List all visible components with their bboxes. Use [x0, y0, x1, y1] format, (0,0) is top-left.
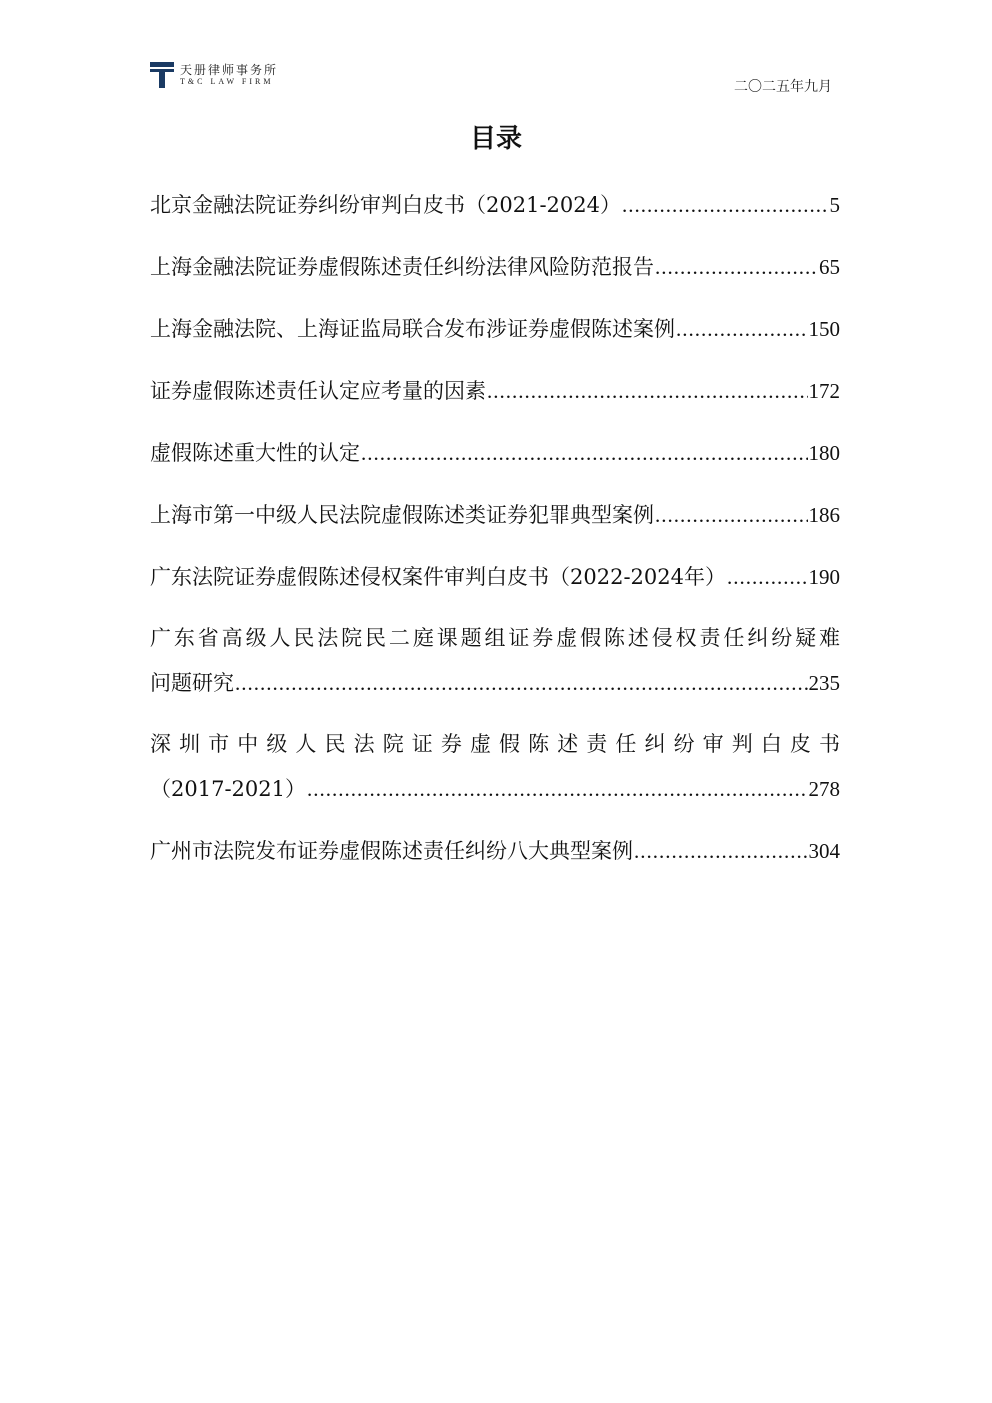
toc-entry-title: 上海市第一中级人民法院虚假陈述类证券犯罪典型案例: [150, 503, 654, 527]
toc-leader: [487, 368, 808, 414]
toc-leader: [361, 430, 808, 476]
toc-page-number: 172: [808, 379, 840, 403]
page-title: 目录: [469, 124, 522, 154]
toc-leader: [634, 828, 808, 874]
toc-entry-title: 深圳市中级人民法院证券虚假陈述责任纠纷审判白皮书: [150, 732, 840, 756]
toc-entry[interactable]: [150, 244, 840, 290]
toc-entry-title: 北京金融法院证券纠纷审判白皮书（2021-2024）: [150, 193, 621, 217]
toc-entry-title: 上海金融法院、上海证监局联合发布涉证券虚假陈述案例: [150, 317, 675, 341]
toc-entry-title: 广东省高级人民法院民二庭课题组证券虚假陈述侵权责任纠纷疑难: [150, 626, 840, 650]
toc-entry[interactable]: [150, 828, 840, 874]
toc-page-number: 150: [808, 317, 840, 341]
firm-name-en: T&C LAW FIRM: [180, 77, 274, 86]
toc-entry[interactable]: [150, 722, 840, 812]
toc-page-number: 235: [808, 671, 840, 695]
firm-name-cn: 天册律师事务所: [180, 63, 279, 77]
firm-logo: [150, 60, 278, 90]
toc-entry[interactable]: [150, 430, 840, 476]
page-header: [150, 60, 840, 96]
toc-entry[interactable]: [150, 554, 840, 600]
toc-page-number: 278: [808, 777, 840, 801]
toc-page-number: 304: [808, 839, 840, 863]
toc-page-number: 5: [829, 193, 840, 217]
toc-entry[interactable]: [150, 306, 840, 352]
toc-entry-title: 广州市法院发布证券虚假陈述责任纠纷八大典型案例: [150, 839, 633, 863]
toc-entry-title: 虚假陈述重大性的认定: [150, 441, 360, 465]
toc-entry[interactable]: [150, 182, 840, 228]
toc-leader: [235, 660, 808, 706]
toc-page-number: 180: [808, 441, 840, 465]
toc-entry-title: 广东法院证券虚假陈述侵权案件审判白皮书（2022-2024年）: [150, 565, 726, 589]
toc-entry[interactable]: [150, 492, 840, 538]
toc-leader: [655, 492, 808, 538]
toc-page-number: 186: [808, 503, 840, 527]
table-of-contents: [150, 182, 840, 890]
document-date: 二〇二五年九月: [734, 79, 832, 95]
toc-leader: [655, 244, 818, 290]
toc-entry-title-continued: （2017-2021）: [150, 777, 306, 801]
toc-page-number: 190: [808, 565, 840, 589]
toc-page-number: 65: [819, 255, 840, 279]
toc-entry-title: 证券虚假陈述责任认定应考量的因素: [150, 379, 486, 403]
toc-leader: [307, 766, 808, 812]
toc-leader: [622, 182, 829, 228]
firm-logo-icon: [150, 62, 174, 88]
toc-entry[interactable]: [150, 368, 840, 414]
toc-entry[interactable]: [150, 616, 840, 706]
toc-leader: [676, 306, 808, 352]
toc-entry-title: 上海金融法院证券虚假陈述责任纠纷法律风险防范报告: [150, 255, 654, 279]
toc-leader: [727, 554, 808, 600]
toc-entry-title-continued: 问题研究: [150, 671, 234, 695]
